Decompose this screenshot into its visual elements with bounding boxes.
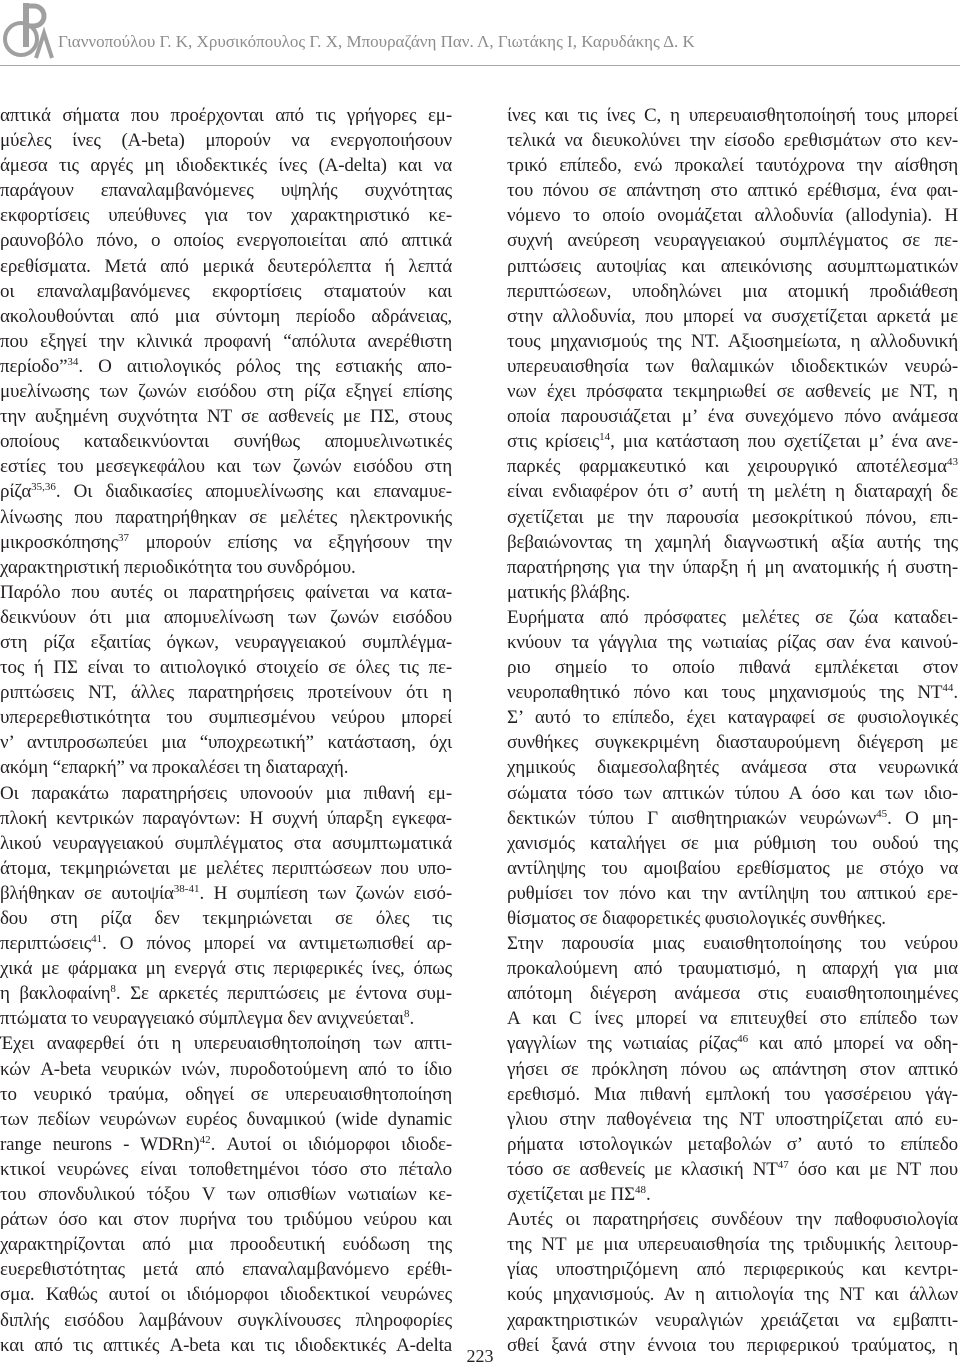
body-text-line bbox=[0, 981, 452, 1006]
body-text-line bbox=[507, 630, 958, 655]
body-text-line-content: κούς μηχανισμούς. Αν η αιτιολογία της ΝΤ και άλλων bbox=[507, 1284, 958, 1306]
body-text-line-content: αντίληψης του αμοιβαίου ερεθίσματος με στόχο να bbox=[507, 857, 958, 879]
body-text-line bbox=[507, 555, 958, 580]
body-text-line bbox=[507, 1057, 958, 1082]
citation-superscript: 35,36 bbox=[31, 481, 56, 494]
body-text-line-content: γλιου στην παθογένεια της ΝΤ υποστηρίζεται από ευ- bbox=[507, 1108, 958, 1130]
body-text-line bbox=[507, 680, 958, 705]
body-text-line bbox=[0, 1232, 452, 1257]
text-run: στις κρίσεις bbox=[507, 431, 600, 453]
body-text-line bbox=[0, 1333, 452, 1358]
body-text-line-content: τος ή ΠΣ είναι το αιτιολογικό στοιχείο σε όλες τις πε- bbox=[0, 657, 452, 679]
body-text-line-content: Παρόλο που αυτές οι παρατηρήσεις φαίνεται να κατα- bbox=[0, 581, 452, 603]
body-text-line-content: ερεθισμό. Μια πιθανή εμπλοκή του γασσέρειου γάγ- bbox=[507, 1083, 958, 1105]
body-text-line-content: το νευρικό τραύμα, οδηγεί σε υπερευαισθητοποίηση bbox=[0, 1083, 452, 1105]
citation-superscript: 48 bbox=[635, 1184, 646, 1197]
body-text-line-content: ακόμη “επαρκή” να προκαλέσει τη διαταραχή. bbox=[0, 757, 349, 779]
body-text-line bbox=[507, 429, 958, 454]
body-text-line bbox=[0, 1182, 452, 1207]
left-column bbox=[0, 103, 452, 1358]
text-run: . bbox=[409, 1008, 415, 1030]
body-text-line bbox=[0, 404, 452, 429]
body-text-line-content: ματικής βλάβης. bbox=[507, 581, 631, 603]
text-run: . Σε αρκετές περιπτώσεις με έντονα συμ- bbox=[115, 983, 452, 1005]
body-text-line bbox=[507, 806, 958, 831]
body-text-line bbox=[0, 856, 452, 881]
body-text-line bbox=[507, 1031, 958, 1056]
body-text-line bbox=[507, 254, 958, 279]
body-text-line-content bbox=[0, 530, 452, 555]
citation-superscript: 38-41 bbox=[173, 882, 200, 895]
body-text-line bbox=[0, 555, 452, 580]
body-text-line-content bbox=[0, 881, 452, 906]
body-text-line bbox=[0, 705, 452, 730]
body-text-line bbox=[507, 781, 958, 806]
citation-superscript: 41 bbox=[91, 933, 103, 946]
body-text-line bbox=[0, 906, 452, 931]
body-text-line-content bbox=[507, 1182, 651, 1207]
body-text-line bbox=[0, 1082, 452, 1107]
text-run: , μια κατάσταση που σχετίζεται μ’ ένα ανε- bbox=[610, 431, 958, 453]
body-text-line bbox=[0, 1057, 452, 1082]
body-text-line bbox=[507, 705, 958, 730]
body-text-line-content: είναι ενδιαφέρον ότι σ’ αυτή τη μελέτη η διαταραχή δε bbox=[507, 481, 958, 503]
text-run: μπορούν επίσης να εξηγήσουν την bbox=[129, 531, 452, 553]
body-text-line bbox=[507, 956, 958, 981]
body-text-line-content: Ευρήματα από πρόσφατες μελέτες σε ζώα καταδει- bbox=[507, 606, 958, 628]
body-text-line bbox=[507, 1257, 958, 1282]
body-text-line bbox=[0, 454, 452, 479]
body-text-line-content: Αυτές οι παρατηρήσεις συνδέουν την παθοφυσιολογία bbox=[507, 1209, 958, 1231]
body-text-line-content: που εξηγεί την κλινικά προφανή “απόλυτα ανερέθιστη bbox=[0, 330, 452, 352]
body-text-line bbox=[0, 730, 452, 755]
body-text-line-content: ίνες και τις ίνες C, η υπερευαισθητοποίησή τους μπορεί bbox=[507, 105, 958, 126]
citation-superscript: 8 bbox=[110, 983, 116, 996]
citation-superscript: 8 bbox=[404, 1008, 410, 1021]
body-text-line-content: ρήματα ιστολογικών μεταβολών σ’ αυτό το επίπεδο bbox=[507, 1133, 958, 1155]
body-text-line bbox=[0, 605, 452, 630]
body-text-line bbox=[507, 655, 958, 680]
body-text-line bbox=[507, 730, 958, 755]
text-run: και από μπορεί να οδη- bbox=[748, 1033, 959, 1055]
body-text-line bbox=[0, 379, 452, 404]
text-run: δεκτικών τύπου Γ αισθητηριακών νευρώνων bbox=[507, 807, 877, 829]
body-text-line-content bbox=[0, 931, 452, 956]
text-run: range neurons - WDRn) bbox=[0, 1133, 200, 1155]
body-text-line-content: τρικό επίπεδο, ενώ προκαλεί ταυτόχρονα την αίσθηση bbox=[507, 155, 958, 177]
citation-superscript: 46 bbox=[737, 1033, 749, 1046]
body-text-line-content: ριο σημείο το οποίο πιθανά εμπλέκεται στον bbox=[507, 657, 958, 679]
body-text-line-content: τελικά να διευκολύνει την είσοδο ερεθισμάτων στο κεν- bbox=[507, 130, 958, 152]
body-text-line bbox=[0, 806, 452, 831]
body-text-line-content: Έχει αναφερθεί ότι η υπερευαισθητοποίηση των απτι- bbox=[0, 1033, 452, 1055]
body-text-line-content: γήσει σε πρόκληση πόνου ως απάντηση στον απτικό bbox=[507, 1058, 958, 1080]
text-run: πτώματα το νευραγγειακό σύμπλεγμα δεν ανιχνεύεται bbox=[0, 1008, 405, 1030]
body-text-line bbox=[507, 1333, 958, 1358]
body-text-line-content bbox=[0, 1006, 414, 1031]
citation-superscript: 45 bbox=[876, 807, 888, 820]
body-text-line-content bbox=[0, 1132, 452, 1157]
body-text-line-content: Σ’ αυτό το επίπεδο, έχει καταγραφεί σε φυσιολογικές bbox=[507, 707, 958, 729]
body-text-line bbox=[507, 906, 958, 931]
body-text-line bbox=[0, 479, 452, 504]
body-text-line bbox=[0, 1107, 452, 1132]
body-text-line bbox=[507, 354, 958, 379]
body-text-line-content: χανισμός καταλήγει σε μια ρύθμιση του ουδού της bbox=[507, 832, 958, 854]
body-text-line-content: κνύουν τα γάγγλια της νωτιαίας ρίζας σαν ένα καινού- bbox=[507, 631, 958, 653]
body-text-line bbox=[507, 203, 958, 228]
body-text-line bbox=[507, 103, 958, 128]
body-text-line-content: χημικούς διαμεσολαβητές ανάμεσα στα νευρωνικά bbox=[507, 757, 958, 779]
body-text-line-content: οποίους καταδεικνύονται συνήθως απομυελινωτικές bbox=[0, 431, 452, 453]
body-text-line bbox=[507, 1082, 958, 1107]
body-text-line bbox=[507, 505, 958, 530]
body-text-line-content: ράτων όσο και στον πυρήνα του τριδύμου νεύρου και bbox=[0, 1209, 452, 1231]
text-run: σχετίζεται με ΠΣ bbox=[507, 1184, 635, 1206]
body-text-line-content: εστίες του μεσεγκεφάλου και των ζωνών εισόδου στη bbox=[0, 456, 452, 478]
text-run: τόσο σε ασθενείς με κλασική ΝΤ bbox=[507, 1158, 778, 1180]
body-text-line-content: απτικά σήματα που προέρχονται από τις γρήγορες εμ- bbox=[0, 105, 452, 126]
text-run: περιπτώσεις bbox=[0, 933, 92, 955]
body-text-line bbox=[0, 1031, 452, 1056]
body-text-line-content: χαρακτηριστική περιοδικότητα του συνδρόμου. bbox=[0, 556, 356, 578]
text-run: . bbox=[953, 682, 958, 704]
body-text-line bbox=[0, 103, 452, 128]
citation-superscript: 34 bbox=[67, 355, 79, 368]
body-text-line-content: ριπτώσεις ΝΤ, άλλες παρατηρήσεις προτείνουν ότι η bbox=[0, 682, 452, 704]
body-text-line bbox=[507, 304, 958, 329]
body-text-line-content: συνθήκες συγκεκριμένη διασταυρούμενη διέγερση με bbox=[507, 732, 958, 754]
body-text-line bbox=[507, 329, 958, 354]
body-text-line-content: τους μηχανισμούς της ΝΤ. Αξιοσημείωτα, η αλλοδυνική bbox=[507, 330, 958, 352]
citation-superscript: 43 bbox=[947, 456, 958, 469]
body-text-line-content: σώματα τόσο των απτικών τύπου Α όσο και των ιδιο- bbox=[507, 782, 958, 804]
body-text-line-content: ευερεθιστότητας μετά από επαναλαμβανόμενο ερέθι- bbox=[0, 1259, 452, 1281]
text-run: . bbox=[646, 1184, 651, 1206]
text-run: παρκές φαρμακευτικό και χειρουργικό αποτέλεσμα bbox=[507, 456, 947, 478]
body-text-line bbox=[507, 479, 958, 504]
body-text-line bbox=[0, 1132, 452, 1157]
body-text-line-content bbox=[507, 1157, 958, 1182]
body-text-line bbox=[0, 831, 452, 856]
body-text-line bbox=[0, 329, 452, 354]
body-text-line bbox=[507, 1157, 958, 1182]
body-text-line bbox=[507, 404, 958, 429]
body-text-line bbox=[507, 881, 958, 906]
body-text-line bbox=[0, 153, 452, 178]
citation-superscript: 47 bbox=[777, 1158, 789, 1171]
body-text-line bbox=[0, 279, 452, 304]
body-text-line-content bbox=[507, 454, 958, 479]
body-text-line bbox=[0, 178, 452, 203]
text-run: . Η συμπίεση των ζωνών εισό- bbox=[199, 882, 453, 904]
body-text-line bbox=[507, 1207, 958, 1232]
body-text-line-content: εκφορτίσεις υπεύθυνες για τον χαρακτηριστικό κε- bbox=[0, 205, 452, 227]
body-text-line bbox=[507, 1182, 958, 1207]
body-text-line-content: σμα. Καθώς αυτοί οι ιδιόμορφοι ιδιοδεκτικοί νευρώνες bbox=[0, 1284, 452, 1306]
body-text-line-content: την αυξημένη συχνότητα ΝΤ σε ασθενείς με ΠΣ, στους bbox=[0, 406, 452, 428]
body-text-line bbox=[0, 680, 452, 705]
body-text-line-content bbox=[507, 680, 958, 705]
body-text-line-content: Στην παρουσία μιας ευαισθητοποίησης του νεύρου bbox=[507, 933, 958, 955]
body-text-line bbox=[507, 981, 958, 1006]
body-text-line bbox=[507, 605, 958, 630]
body-text-line-content: δου στη ρίζα δεν τεκμηριώνεται σε όλες τις bbox=[0, 908, 452, 929]
text-run: . Αυτοί οι ιδιόμορφοι ιδιοδε- bbox=[210, 1133, 452, 1155]
body-text-line bbox=[0, 128, 452, 153]
body-text-line-content: δεικνύουν ότι μια απομυελίνωση των ζωνών εισόδου bbox=[0, 606, 452, 628]
body-text-line-content: στη ρίζα εξαιτίας όγκων, νευραγγειακού συμπλέγμα- bbox=[0, 631, 452, 653]
body-text-line bbox=[0, 630, 452, 655]
body-text-line-content: θίσματος σε διαφορετικές φυσιολογικές συνθήκες. bbox=[507, 908, 886, 929]
body-text-line bbox=[0, 505, 452, 530]
body-text-line bbox=[507, 153, 958, 178]
body-text-line bbox=[0, 1282, 452, 1307]
text-run: νευροπαθητικό πόνο και τους μηχανισμούς της ΝΤ bbox=[507, 682, 943, 704]
body-text-line-content: παρατήρησης για την ύπαρξη ή μη ανατομικής ή συστη- bbox=[507, 556, 958, 578]
body-text-line bbox=[507, 279, 958, 304]
body-text-line-content: σχετίζεται με την παρουσία μεσοκρίτικού πόνου, επι- bbox=[507, 506, 958, 528]
body-text-line bbox=[507, 454, 958, 479]
body-text-line-content: λίνωσης που παρατηρήθηκαν σε μελέτες ηλεκτρονικής bbox=[0, 506, 452, 528]
citation-superscript: 14 bbox=[599, 431, 611, 444]
body-text-line bbox=[0, 580, 452, 605]
body-text-line bbox=[0, 931, 452, 956]
body-text-line bbox=[0, 655, 452, 680]
body-text-line bbox=[0, 881, 452, 906]
body-text-line bbox=[0, 228, 452, 253]
body-text-line bbox=[507, 379, 958, 404]
body-text-line-content: οποία παρουσιάζεται μ’ ένα συνεχόμενο πόνο ανάμεσα bbox=[507, 406, 958, 428]
body-text-line bbox=[0, 781, 452, 806]
body-text-line bbox=[507, 1232, 958, 1257]
body-text-line-content: νόμενο το οποίο ονομάζεται αλλοδυνία (allodynia). Η bbox=[507, 205, 958, 227]
body-text-line-content: ακολουθούνται από μια σύντομη περίοδο αδράνειας, bbox=[0, 305, 452, 327]
body-text-line-content: ν’ αντιπροσωπεύει μια “υποχρεωτική” κατάσταση, όχι bbox=[0, 732, 452, 754]
body-text-line-content: άμεσα τις αργές μη ιδιοδεκτικές ίνες (A-delta) και να bbox=[0, 155, 452, 177]
body-text-line bbox=[507, 856, 958, 881]
body-text-line-content: υπερευαισθησία των θαλαμικών ιδιοδεκτικών νευρώ- bbox=[507, 355, 958, 377]
body-text-line-content: γίας υποστηριζόμενη από περιφερικούς και κεντρι- bbox=[507, 1259, 958, 1281]
body-text-line bbox=[0, 956, 452, 981]
body-text-line-content: Οι παρακάτω παρατηρήσεις υπονοούν μια πιθανή εμ- bbox=[0, 782, 452, 804]
body-text-line-content bbox=[0, 981, 452, 1006]
body-text-line-content: ερεθίσματα. Μετά από μερικά δευτερόλεπτα ή λεπτά bbox=[0, 255, 452, 277]
body-text-line bbox=[507, 1132, 958, 1157]
body-text-line-content: των πεδίων νευρώνων ευρέος δυναμικού (wide dynamic bbox=[0, 1108, 452, 1130]
running-header-authors: Γιαννοπούλου Γ. Κ, Χρυσικόπουλος Γ. Χ, Μπουραζάνη Παν. Λ, Γιωτάκης Ι, Καρυδάκης Δ. Κ bbox=[58, 32, 695, 51]
body-text-line bbox=[0, 1207, 452, 1232]
body-text-line bbox=[0, 1257, 452, 1282]
body-text-line-content: συχνή ανεύρεση νευραγγειακού συμπλέγματος σε πε- bbox=[507, 230, 958, 252]
body-text-line-content: λικού νευραγγειακού συμπλέγματος στα ασυμπτωματικά bbox=[0, 832, 452, 854]
text-run: ρίζα bbox=[0, 481, 32, 503]
body-text-line-content: παράγουν επαναλαμβανόμενες υψηλής συχνότητας bbox=[0, 180, 452, 202]
body-text-line-content: μύελες ίνες (A-beta) μπορούν να ενεργοποιήσουν bbox=[0, 130, 452, 152]
right-column bbox=[507, 103, 958, 1358]
text-run: . Ο αιτιολογικός ρόλος της εστιακής απο- bbox=[78, 355, 452, 377]
text-run: γαγγλίων της νωτιαίας ρίζας bbox=[507, 1033, 738, 1055]
body-text-line bbox=[0, 530, 452, 555]
body-text-line bbox=[0, 1006, 452, 1031]
body-text-line-content: οι επαναλαμβανόμενες εκφορτίσεις σταματούν και bbox=[0, 280, 452, 302]
body-text-line-content: απότομη διέγερση ανάμεσα στις ευαισθητοποιημένες bbox=[507, 983, 958, 1005]
body-text-line-content bbox=[507, 806, 958, 831]
body-text-line bbox=[0, 254, 452, 279]
body-text-line bbox=[0, 304, 452, 329]
body-text-line-content: προκαλούμενη από τραυματισμό, η απαρχή για μια bbox=[507, 958, 958, 980]
text-run: περίοδο” bbox=[0, 355, 68, 377]
body-text-line-content: ραυνοβόλο πόνο, ο οποίος ενεργοποιείται από απτικά bbox=[0, 230, 452, 252]
body-text-line-content: πλοκή κεντρικών παραγόντων: Η συχνή ύπαρξη εγκεφα- bbox=[0, 807, 452, 829]
body-text-line bbox=[0, 429, 452, 454]
text-run: . Ο πόνος μπορεί να αντιμετωπισθεί αρ- bbox=[102, 933, 452, 955]
body-text-line-content: περιπτώσεων, υποδηλώνει μια ατομική προδιάθεση bbox=[507, 280, 958, 302]
text-run: βλήθηκαν σε αυτοψία bbox=[0, 882, 174, 904]
page-number: 223 bbox=[466, 1346, 494, 1366]
text-run: όσο και με ΝΤ που bbox=[788, 1158, 958, 1180]
body-text-line-content: ριπτώσεις αυτοψίας και απεικόνισης ασυμπτωματικών bbox=[507, 255, 958, 277]
body-text-line bbox=[507, 178, 958, 203]
body-text-line bbox=[507, 1107, 958, 1132]
body-text-line bbox=[507, 1282, 958, 1307]
body-text-line bbox=[0, 755, 452, 780]
body-text-line bbox=[507, 831, 958, 856]
body-text-line-content: σθεί ξανά στην έννοια του περιφερικού τραύματος, η bbox=[507, 1334, 958, 1356]
body-text-line-content: μυελίνωσης των ζωνών εισόδου στη ρίζα εξηγεί επίσης bbox=[0, 381, 452, 403]
text-run: . Οι διαδικασίες απομυελίνωσης και επαναμυε- bbox=[55, 481, 452, 503]
body-text-line bbox=[0, 354, 452, 379]
body-text-line-content bbox=[0, 354, 452, 379]
body-text-line-content: υπερερεθιστικότητα του συμπιεσμένου νεύρου μπορεί bbox=[0, 707, 452, 729]
body-text-line-content: ρυθμίσει τον πόνο και την αντίληψη του απτικού ερε- bbox=[507, 882, 958, 904]
body-text-line bbox=[507, 580, 958, 605]
body-text-line bbox=[0, 203, 452, 228]
body-text-line-content: χαρακτηριστικών νευραλγιών χρειάζεται να εμβαπτι- bbox=[507, 1309, 958, 1331]
citation-superscript: 42 bbox=[199, 1133, 211, 1146]
text-run: μικροσκόπησης bbox=[0, 531, 119, 553]
body-text-line-content: χαρακτηρίζονται από μια προοδευτική ευόδωση της bbox=[0, 1234, 452, 1256]
body-text-line-content: χικά με φάρμακα μη ενεργά στις περιφερικές ίνες, όπως bbox=[0, 958, 452, 980]
body-text-line bbox=[507, 1308, 958, 1333]
body-text-line-content bbox=[507, 429, 958, 454]
body-text-line-content: του σπονδυλικού τόξου V των οπισθίων νωτιαίων κε- bbox=[0, 1184, 452, 1206]
citation-superscript: 37 bbox=[118, 531, 130, 544]
body-text-line bbox=[507, 755, 958, 780]
body-text-line-content: κτικοί νευρώνες είναι τοποθετημένοι τόσο στο πέταλο bbox=[0, 1158, 452, 1180]
body-text-line-content: Α και C ίνες μπορεί να επιτευχθεί στο επίπεδο των bbox=[507, 1008, 958, 1030]
body-text-line-content: βεβαιώνοντας τη χαμηλή διαγνωστική αξία αυτής της bbox=[507, 531, 958, 553]
body-text-line bbox=[0, 1157, 452, 1182]
body-text-line-content bbox=[507, 1031, 958, 1056]
body-text-line bbox=[507, 1006, 958, 1031]
citation-superscript: 44 bbox=[942, 682, 954, 695]
body-text-line-content: διπλής εισόδου λαμβάνουν συγκλίνουσες πληροφορίες bbox=[0, 1309, 452, 1331]
body-text-line bbox=[0, 1308, 452, 1333]
body-text-line-content: της ΝΤ με μια υπερευαισθησία της τριδυμικής λειτουρ- bbox=[507, 1234, 958, 1256]
body-text-line bbox=[507, 530, 958, 555]
body-text-line bbox=[507, 931, 958, 956]
body-text-line-content: του πόνου σε απάντηση στο απτικό ερέθισμα, ένα φαι- bbox=[507, 180, 958, 202]
text-run: η βακλοφαίνη bbox=[0, 983, 111, 1005]
body-text-line-content: στην αλλοδυνία, που μπορεί να συσχετίζεται αρκετά με bbox=[507, 305, 958, 327]
body-text-line bbox=[507, 128, 958, 153]
text-run: . Ο μη- bbox=[887, 807, 959, 829]
body-text-line-content bbox=[0, 479, 452, 504]
body-text-line-content: νων έχει πρόσφατα τεκμηριωθεί σε ασθενείς με ΝΤ, η bbox=[507, 381, 958, 403]
body-text-line bbox=[507, 228, 958, 253]
body-text-line-content: και από τις απτικές A-beta και τις ιδιοδεκτικές A-delta bbox=[0, 1334, 452, 1356]
body-text-line-content: άτομα, τεκμηριώνεται με μελέτες περιπτώσεων που υπο- bbox=[0, 857, 452, 879]
body-text-line-content: κών A-beta νευρικών ινών, πυροδοτούμενη από το ίδιο bbox=[0, 1058, 452, 1080]
